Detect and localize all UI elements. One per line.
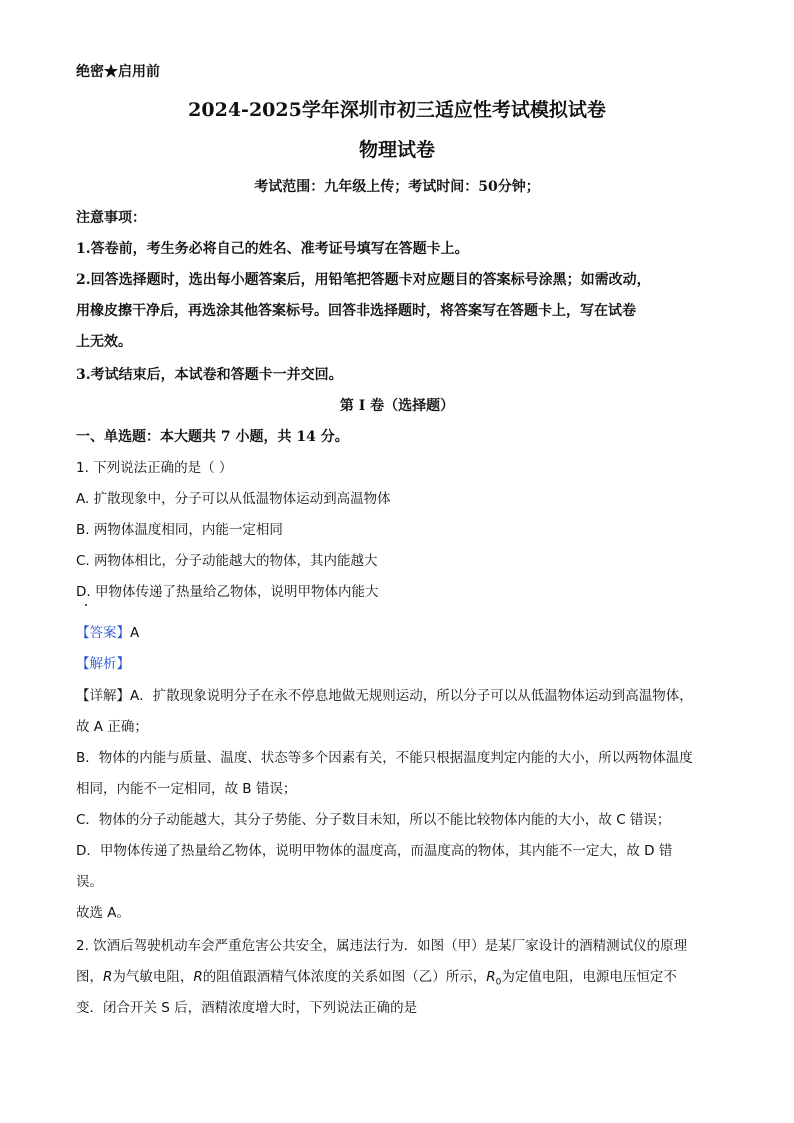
q1-detail-line5: C．物体的分子动能越大，其分子势能、分子数目未知，所以不能比较物体内能的大小，故 C 错误； (76, 812, 671, 828)
answer-value: A (130, 625, 140, 641)
q2-var-r: R (103, 969, 113, 985)
q2-text-c: 的阻值跟酒精气体浓度的关系如图（乙）所示， (202, 969, 487, 985)
exam-scope: 考试范围：九年级上传；考试时间：50分钟； (254, 179, 540, 195)
q1-detail-line3: B．物体的内能与质量、温度、状态等多个因素有关，不能只根据温度判定内能的大小，所以两物体温度 (76, 750, 693, 766)
q1-stem: 1. 下列说法正确的是（ ） (76, 460, 233, 476)
volume-heading: 第 I 卷（选择题） (339, 398, 455, 414)
detail-text: A．扩散现象说明分子在永不停息地做无规则运动，所以分子可以从低温物体运动到高温物体， (130, 688, 693, 704)
q2-text-a: 图， (76, 969, 103, 985)
q1-detail-line6: D．甲物体传递了热量给乙物体，说明甲物体的温度高，而温度高的物体，其内能不一定大，故 D 错 (76, 843, 673, 859)
note-item-2-line3: 上无效。 (76, 334, 132, 350)
q1-conclusion: 故选 A。 (76, 905, 131, 921)
q1-option-c: C. 两物体相比，分子动能越大的物体，其内能越大 (76, 553, 378, 569)
q2-var-r0-sub: 0 (495, 977, 502, 988)
q2-text-b: 为气敏电阻， (112, 969, 194, 985)
q1-detail-line4: 相同，内能不一定相同，故 B 错误； (76, 781, 297, 797)
answer-label: 【答案】 (76, 625, 130, 641)
q1-option-d: D. 甲物体传递了热量给乙物体，说明甲物体内能大 (76, 584, 379, 600)
q2-line3: 变．闭合开关 S 后，酒精浓度增大时，下列说法正确的是 (76, 1000, 418, 1016)
q2-line2 (76, 967, 677, 993)
q2-var-r0: R (486, 969, 496, 985)
confidential-label: 绝密★启用前 (76, 64, 160, 80)
q2-var-r-2: R (193, 969, 203, 985)
note-item-2-line1: 2.回答选择题时，选出每小题答案后，用铅笔把答题卡对应题目的答案标号涂黑；如需改动， (76, 272, 651, 288)
q2-text-d: 为定值电阻，电源电压恒定不 (501, 969, 677, 985)
q1-option-b: B. 两物体温度相同，内能一定相同 (76, 522, 283, 538)
note-item-2-line2: 用橡皮擦干净后，再选涂其他答案标号。回答非选择题时，将答案写在答题卡上，写在试卷 (76, 303, 636, 319)
part-heading: 一、单选题：本大题共 7 小题，共 14 分。 (76, 429, 349, 445)
q1-option-a: A. 扩散现象中，分子可以从低温物体运动到高温物体 (76, 491, 391, 507)
q1-detail-line2: 故 A 正确； (76, 719, 148, 735)
note-item-3: 3.考试结束后，本试卷和答题卡一并交回。 (76, 367, 343, 383)
detail-label: 【详解】 (76, 688, 130, 704)
q1-answer (76, 623, 139, 643)
q2-line1: 2. 饮酒后驾驶机动车会严重危害公共安全，属违法行为．如图（甲）是某厂家设计的酒精测试仪的原理 (76, 938, 688, 954)
q1-detail-line1 (76, 686, 693, 706)
notes-heading: 注意事项： (76, 210, 146, 226)
q1-detail-line7: 误。 (76, 874, 103, 890)
q1-analysis-label: 【解析】 (76, 656, 130, 672)
exam-title: 2024-2025学年深圳市初三适应性考试模拟试卷 (188, 99, 606, 121)
subject-title: 物理试卷 (358, 139, 435, 161)
note-item-1: 1.答卷前，考生务必将自己的姓名、准考证号填写在答题卡上。 (76, 241, 469, 257)
stray-dot (85, 604, 87, 606)
